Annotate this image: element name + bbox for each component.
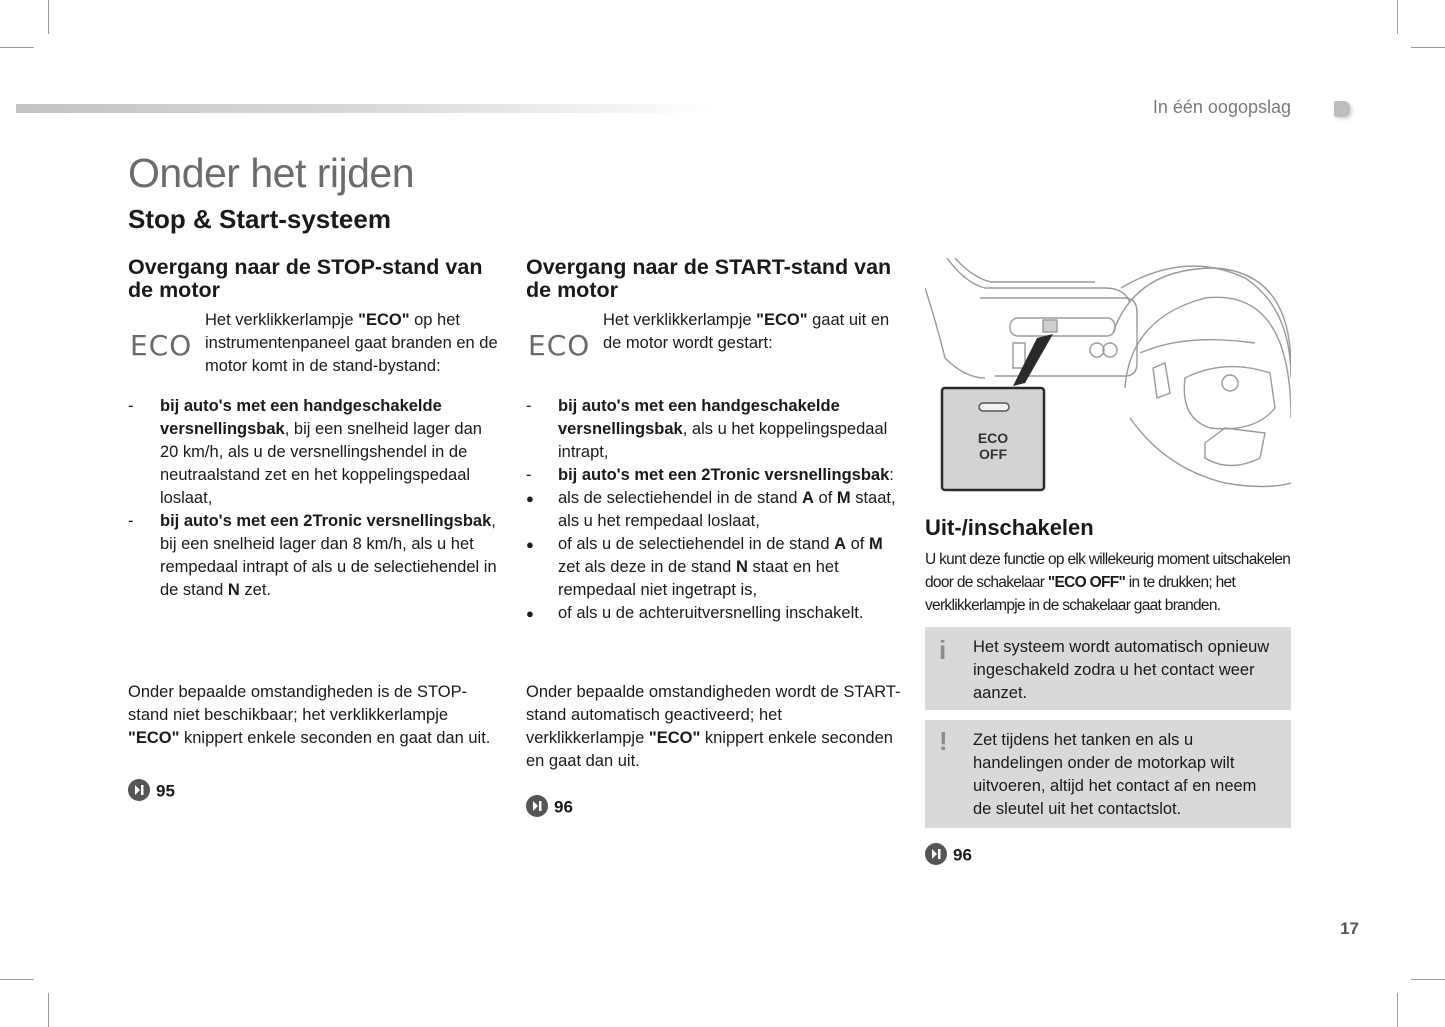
crop-mark [0,47,34,48]
crop-mark [1411,979,1445,980]
eco-off-button-label: ECO [977,430,1009,446]
crop-mark [1397,0,1398,34]
page-title: Onder het rijden [128,150,415,196]
page-reference-icon [526,795,548,817]
crop-mark [48,993,49,1027]
info-text: Het systeem wordt automatisch opnieuw ingeschakeld zodra u het contact weer aanzet. [973,638,1270,702]
warning-icon: ! [939,726,948,756]
crop-mark [48,0,49,34]
list-item: - bij auto's met een handgeschakelde versnellingsbak, als u het koppelingspedaal intrapt, [526,397,888,461]
toggle-heading: Uit-/inschakelen [925,515,1094,540]
start-list [526,395,896,625]
page-number: 17 [1340,919,1359,938]
info-icon: i [939,635,947,665]
stop-eco-row [128,309,498,385]
section-label: In één oogopslag [1152,97,1291,117]
list-bullet: ● of als u de achteruitversnelling inschakelt. [526,604,864,622]
warning-text: Zet tijdens het tanken en als u handelingen onder de motorkap wilt uitvoeren, altijd het contact af en neem de sleutel uit het contactslot. [973,731,1257,818]
stop-eco-text: Het verklikkerlampje "ECO" op het instrumentenpaneel gaat branden en de motor komt in de stand-bystand: [205,311,498,375]
toggle-page-reference[interactable]: 96 [925,845,972,867]
eco-indicator-icon: ECO [528,329,591,362]
eco-off-button-label: OFF [979,446,1007,462]
dashboard-illustration [925,258,1291,498]
page-reference-icon [925,843,947,865]
stop-column [128,256,498,602]
list-item: - bij auto's met een 2Tronic versnellingsbak, bij een snelheid lager dan 8 km/h, als u het rempedaal intrapt of als u de selectiehendel in de stand N zet. [128,512,497,599]
eco-indicator-icon: ECO [130,329,193,362]
start-note: Onder bepaalde omstandigheden wordt de START-stand automatisch geactiveerd; het verklikkerlampje "ECO" knippert enkele seconden en gaat dan uit. [526,683,901,770]
info-note [925,627,1291,710]
steering-wheel-illustration [925,258,1291,498]
page-subtitle: Stop & Start-systeem [128,204,391,234]
stop-heading: Overgang naar de STOP-stand van de motor [128,255,483,302]
start-eco-text: Het verklikkerlampje "ECO" gaat uit en de motor wordt gestart: [603,311,890,352]
stop-note: Onder bepaalde omstandigheden is de STOP-stand niet beschikbaar; het verklikkerlampje "ECO" knippert enkele seconden en gaat dan uit. [128,683,491,747]
list-bullet: ● als de selectiehendel in de stand A of M staat, als u het rempedaal loslaat, [526,489,896,530]
start-eco-row [526,309,896,385]
header-bar [16,104,716,113]
stop-page-reference[interactable]: 95 [128,781,175,803]
crop-mark [1411,47,1445,48]
list-item: - bij auto's met een 2Tronic versnellingsbak: [526,466,894,484]
start-heading: Overgang naar de START-stand van de motor [526,255,892,302]
list-item: - bij auto's met een handgeschakelde versnellingsbak, bij een snelheid lager dan 20 km/h, als u de versnellingshendel in de neutraalstand zet en het koppelingspedaal loslaat, [128,397,482,507]
start-page-reference[interactable]: 96 [526,797,573,819]
crop-mark [1397,993,1398,1027]
warning-note [925,720,1291,828]
start-column [526,256,896,625]
crop-mark [0,979,34,980]
list-bullet: ● of als u de selectiehendel in de stand A of M zet als deze in de stand N staat en het rempedaal niet ingetrapt is, [526,535,883,599]
section-tab-marker [1334,101,1350,117]
stop-list [128,395,498,602]
page-reference-icon [128,779,150,801]
toggle-text: U kunt deze functie op elk willekeurig moment uitschakelen door de schakelaar "ECO OFF" in te drukken; het verklikkerlampje in de schakelaar gaat branden. [925,551,1291,614]
